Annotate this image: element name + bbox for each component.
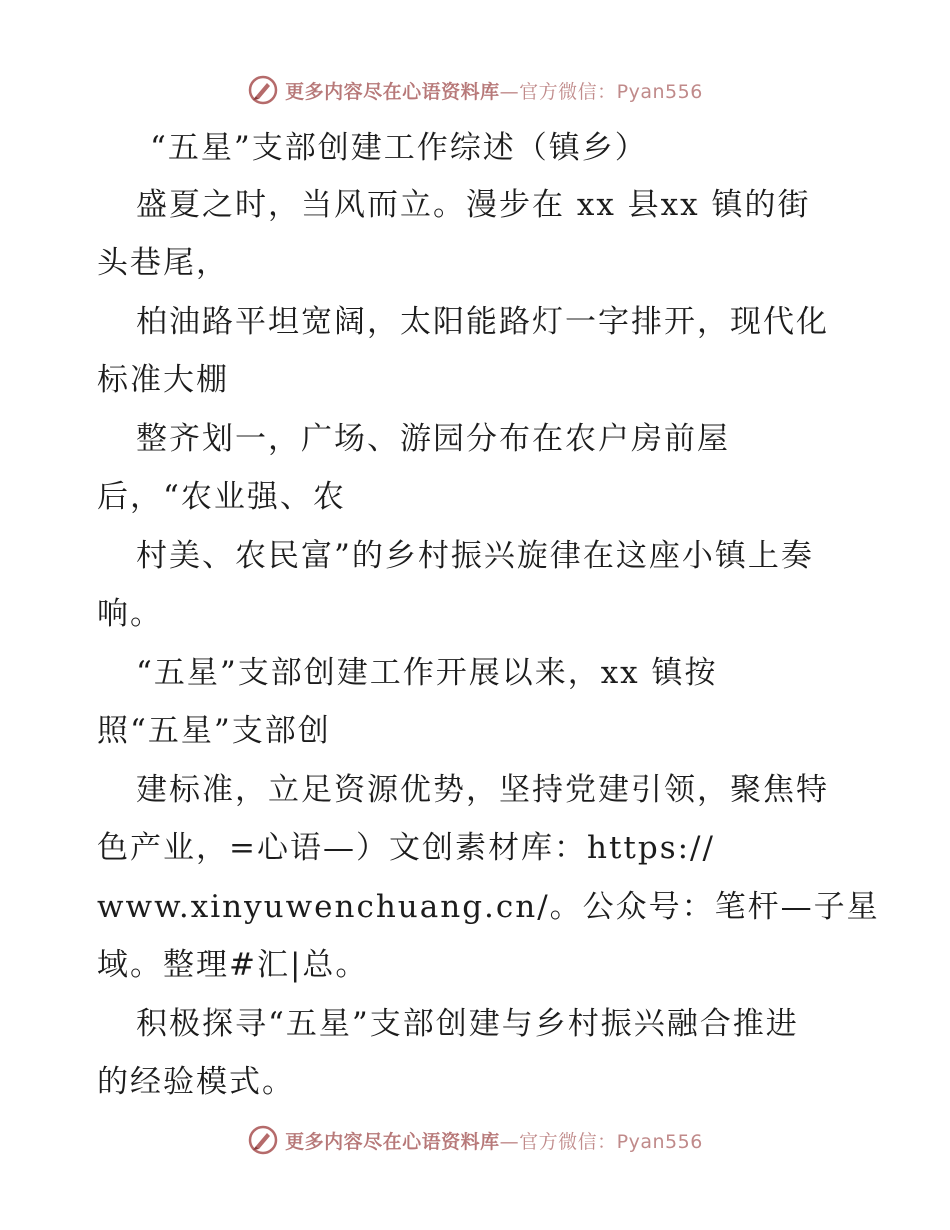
paragraph-line: 的经验模式。 [97,1064,295,1100]
paragraph-line: 响。 [97,596,163,632]
paragraph-line: 后，“农业强、农 [97,479,346,515]
paragraph-line: 整齐划一，广场、游园分布在农户房前屋 [136,421,730,457]
paragraph-line: 柏油路平坦宽阔，太阳能路灯一字排开，现代化 [136,304,829,340]
paragraph-line: 域。整理#汇|总。 [97,947,369,983]
paragraph-line: 建标准，立足资源优势，坚持党建引领，聚焦特 [136,772,829,808]
header-watermark-text: 更多内容尽在心语资料库—官方微信：Pyan556 [285,80,703,103]
footer-watermark-text: 更多内容尽在心语资料库—官方微信：Pyan556 [285,1130,703,1153]
paragraph-line: 色产业，=心语—）文创素材库：https:// [97,830,715,866]
paragraph-line: www.xinyuwenchuang.cn/。公众号：笔杆—子星 [97,889,880,925]
paragraph-line: 盛夏之时，当风而立。漫步在 xx 县xx 镇的街 [136,187,811,223]
paragraph-line: 照“五星”支部创 [97,713,331,749]
pen-circle-logo-icon [247,1124,279,1156]
paragraph-line: 头巷尾， [97,245,229,281]
paragraph-line: “五星”支部创建工作开展以来，xx 镇按 [136,655,718,691]
footer-watermark-banner [0,1120,950,1160]
paragraph-line: 积极探寻“五星”支部创建与乡村振兴融合推进 [136,1006,799,1042]
paragraph-line: 村美、农民富”的乡村振兴旋律在这座小镇上奏 [136,538,814,574]
paragraph-line: 标准大棚 [97,362,229,398]
document-title: “五星”支部创建工作综述（镇乡） [150,130,648,166]
